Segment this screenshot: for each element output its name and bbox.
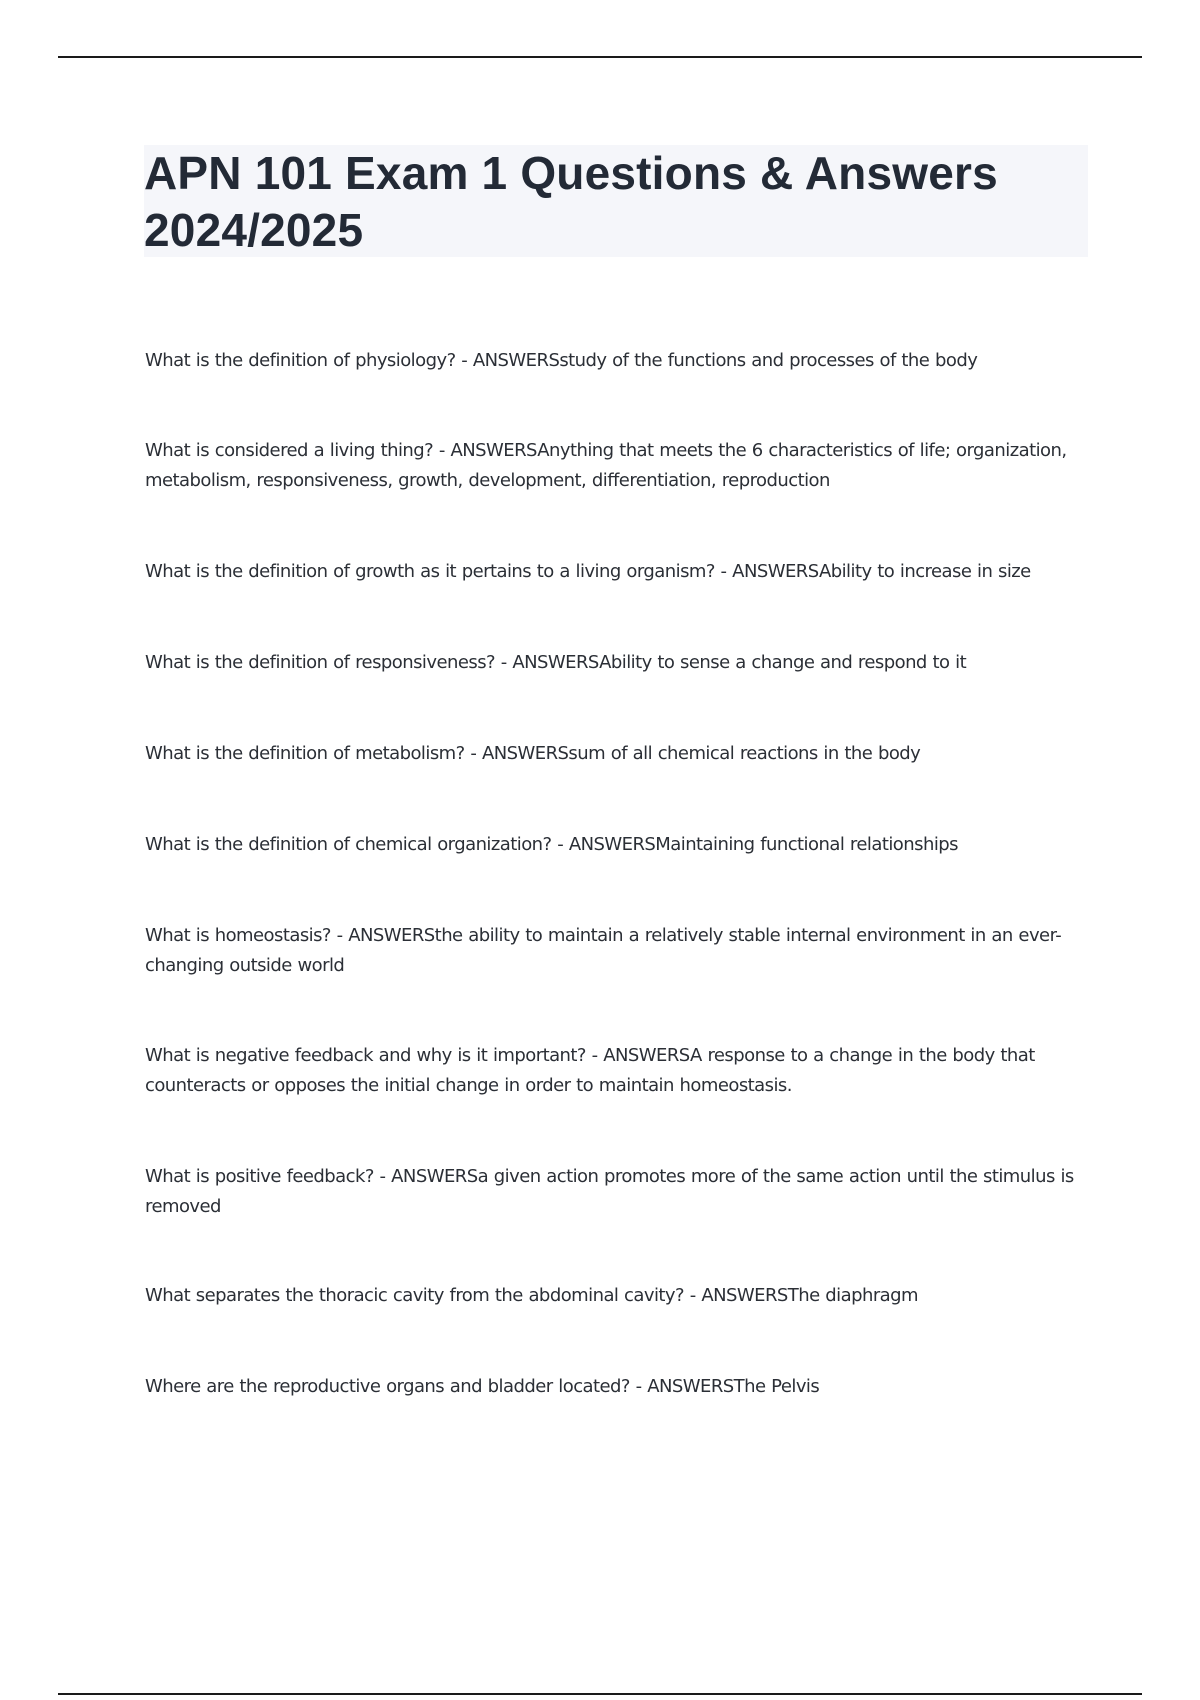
bottom-rule xyxy=(58,1693,1142,1695)
qa-item: Where are the reproductive organs and bladder located? - ANSWERSThe Pelvis xyxy=(145,1376,820,1397)
qa-item: What is negative feedback and why is it important? - ANSWERSA response to a change in the body that counteracts or opposes the initial change in order to maintain homeostasis. xyxy=(145,1045,1035,1096)
qa-item: What is the definition of physiology? - ANSWERSstudy of the functions and processes of the body xyxy=(145,350,978,371)
qa-item: What is the definition of responsiveness? - ANSWERSAbility to sense a change and respond to it xyxy=(145,652,967,673)
qa-item: What is the definition of growth as it pertains to a living organism? - ANSWERSAbility to increase in size xyxy=(145,561,1031,582)
qa-item: What is the definition of metabolism? - ANSWERSsum of all chemical reactions in the body xyxy=(145,743,921,764)
qa-item: What is the definition of chemical organization? - ANSWERSMaintaining functional relationships xyxy=(145,834,958,855)
qa-item: What is considered a living thing? - ANSWERSAnything that meets the 6 characteristics of life; organization, metabolism, responsiveness, growth, development, differentiation, reproduction xyxy=(145,440,1067,491)
title-block xyxy=(144,145,1088,257)
qa-item: What is positive feedback? - ANSWERSa given action promotes more of the same action until the stimulus is removed xyxy=(145,1166,1074,1217)
top-rule xyxy=(58,56,1142,58)
qa-item: What is homeostasis? - ANSWERSthe ability to maintain a relatively stable internal environment in an ever-changing outside world xyxy=(145,925,1062,976)
document-title: APN 101 Exam 1 Questions & Answers 2024/2025 xyxy=(144,147,998,256)
qa-item: What separates the thoracic cavity from the abdominal cavity? - ANSWERSThe diaphragm xyxy=(145,1285,919,1306)
